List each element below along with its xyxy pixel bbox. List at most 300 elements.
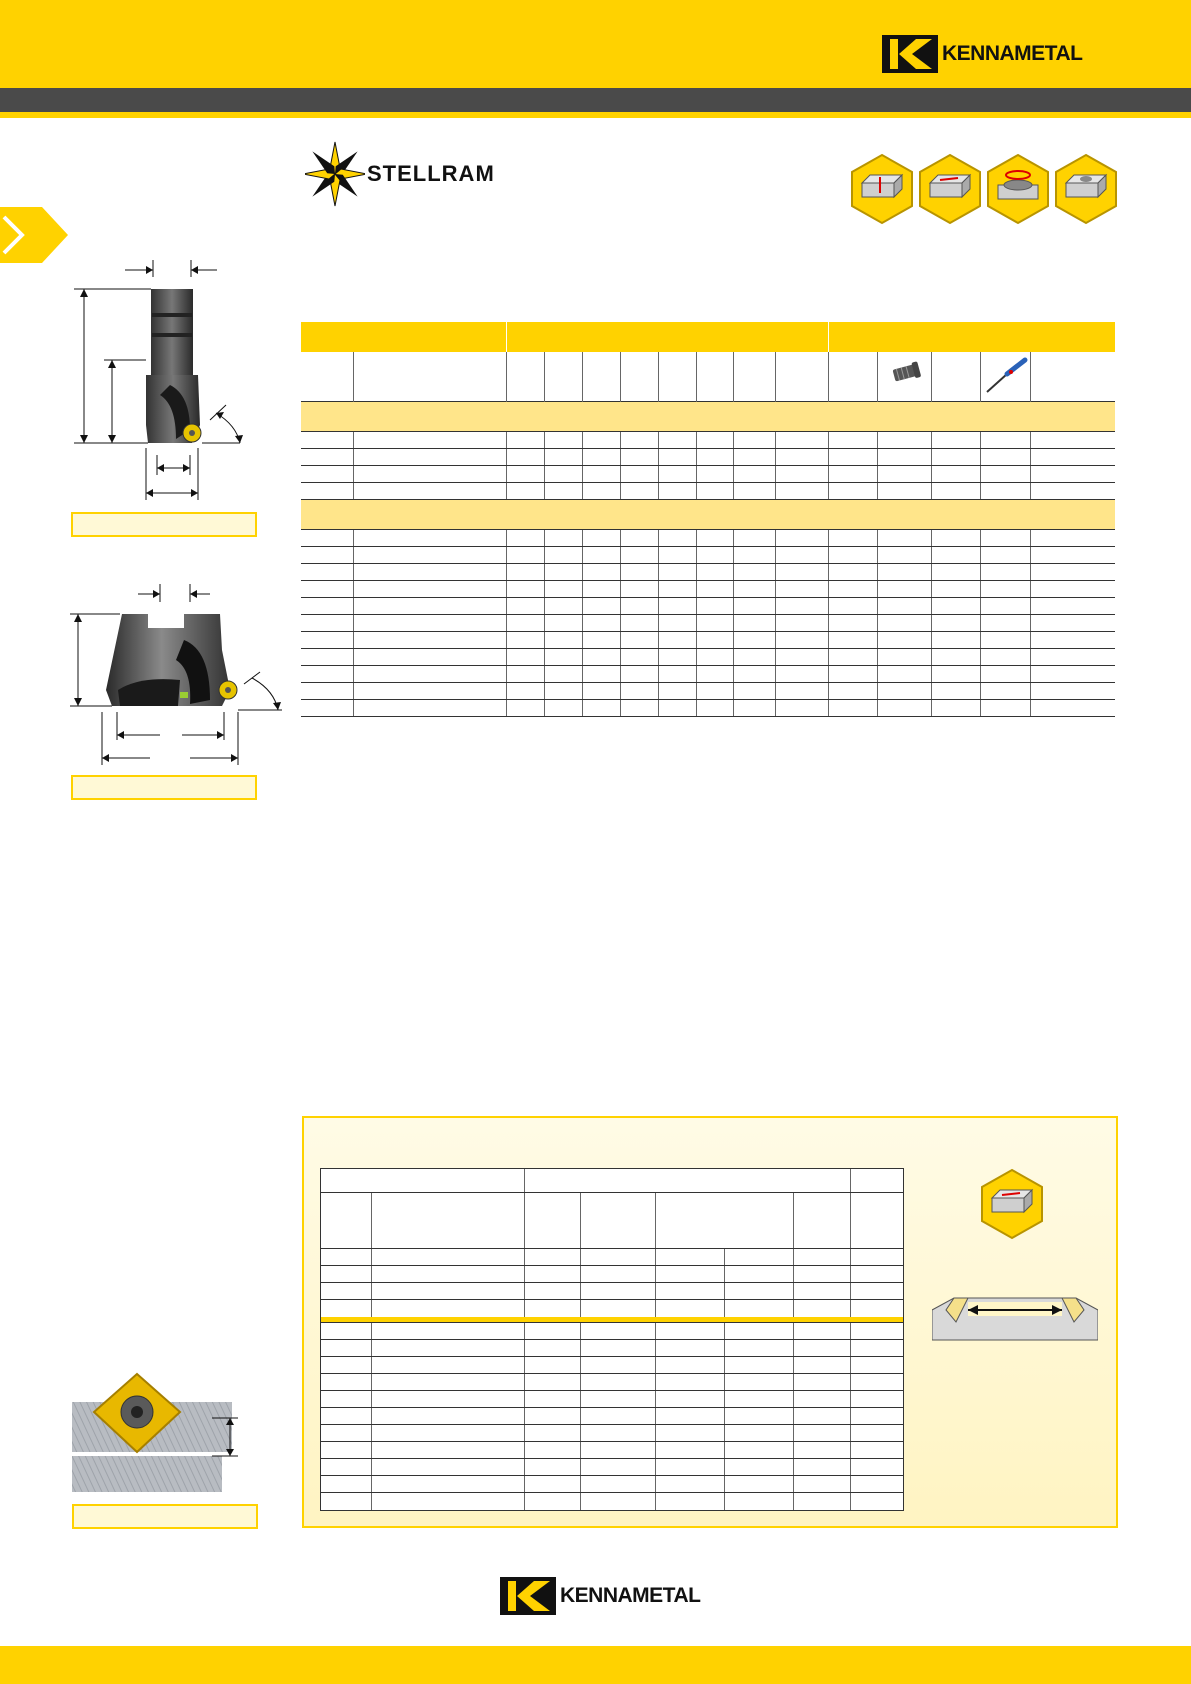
table-cell (301, 530, 354, 546)
table-cell (981, 598, 1031, 614)
table-cell (581, 1476, 656, 1492)
table-cell (659, 564, 697, 580)
facemill-dimension-drawing (60, 580, 290, 775)
table-cell (734, 449, 776, 465)
table-cell (656, 1266, 725, 1282)
table-cell (656, 1323, 725, 1339)
table-cell (301, 466, 354, 482)
table-cell (545, 449, 583, 465)
table-row (321, 1425, 903, 1442)
table-cell (583, 649, 621, 665)
table-cell (525, 1323, 581, 1339)
table-cell (354, 615, 507, 631)
endmill-caption-box (71, 512, 257, 537)
table-cell (507, 483, 545, 499)
table-cell (1031, 564, 1115, 580)
subheader-cell (581, 1193, 656, 1248)
header-cell-dimensions (507, 322, 829, 352)
table-cell (734, 466, 776, 482)
table-cell (621, 649, 659, 665)
insert-engagement-photo (72, 1372, 252, 1499)
table-cell (725, 1249, 795, 1265)
table-cell (981, 432, 1031, 448)
kennametal-wordmark: KENNAMETAL (942, 42, 1083, 65)
table-cell (829, 449, 878, 465)
table-cell (301, 649, 354, 665)
table-cell (878, 483, 932, 499)
table-cell (621, 432, 659, 448)
table-cell (372, 1408, 525, 1424)
table-cell (829, 581, 878, 597)
table-cell (525, 1391, 581, 1407)
table-cell (776, 598, 829, 614)
table-cell (725, 1459, 795, 1475)
table-cell (851, 1283, 903, 1299)
table-cell (545, 649, 583, 665)
table-cell (507, 666, 545, 682)
header-cell-spare-parts (829, 322, 1115, 352)
table-cell (321, 1323, 372, 1339)
header-cell (321, 1169, 525, 1192)
table-cell (656, 1283, 725, 1299)
table-cell (829, 466, 878, 482)
table-cell (581, 1459, 656, 1475)
table-cell (372, 1459, 525, 1475)
table-row (301, 432, 1115, 449)
table-cell (656, 1249, 725, 1265)
table-cell (301, 632, 354, 648)
table-cell (851, 1249, 903, 1265)
table-cell (321, 1249, 372, 1265)
table-cell (321, 1357, 372, 1373)
table-cell (981, 449, 1031, 465)
table-cell (525, 1425, 581, 1441)
table-cell (525, 1357, 581, 1373)
table-cell (525, 1249, 581, 1265)
table-cell (301, 700, 354, 716)
table-cell (1031, 683, 1115, 699)
table-cell (354, 598, 507, 614)
table-cell (725, 1408, 795, 1424)
table-cell (507, 449, 545, 465)
table-cell (581, 1249, 656, 1265)
table-group-row (301, 402, 1115, 432)
table-cell (932, 632, 981, 648)
table-cell (581, 1425, 656, 1441)
table-cell (794, 1476, 851, 1492)
table-cell (829, 564, 878, 580)
table-cell (878, 432, 932, 448)
table-cell (829, 598, 878, 614)
table-cell (372, 1283, 525, 1299)
table-cell (659, 683, 697, 699)
table-cell (776, 449, 829, 465)
table-group-body (301, 530, 1115, 717)
table-cell (321, 1476, 372, 1492)
insert-table-subheader-row (321, 1193, 903, 1249)
table-row (301, 632, 1115, 649)
header-thin-stripe (0, 112, 1191, 118)
table-cell (321, 1340, 372, 1356)
header-dark-stripe (0, 88, 1191, 112)
table-cell (659, 483, 697, 499)
table-cell (794, 1249, 851, 1265)
table-cell (545, 700, 583, 716)
table-cell (301, 598, 354, 614)
table-cell (1031, 632, 1115, 648)
table-cell (734, 632, 776, 648)
table-row (321, 1459, 903, 1476)
table-cell (507, 649, 545, 665)
table-cell (581, 1340, 656, 1356)
table-row (321, 1323, 903, 1340)
subheader-cell (656, 1193, 795, 1248)
table-cell (656, 1493, 725, 1510)
table-cell (697, 466, 734, 482)
subheader-cell (354, 352, 507, 402)
table-cell (829, 700, 878, 716)
table-row (321, 1357, 903, 1374)
table-cell (829, 432, 878, 448)
table-cell (697, 683, 734, 699)
table-cell (851, 1266, 903, 1282)
table-cell (776, 700, 829, 716)
table-cell (794, 1340, 851, 1356)
table-cell (507, 700, 545, 716)
stellram-logo (305, 140, 495, 208)
table-cell (697, 432, 734, 448)
facemill-caption-box (71, 775, 257, 800)
table-cell (581, 1442, 656, 1458)
table-row (321, 1476, 903, 1493)
table-cell (794, 1425, 851, 1441)
table-cell (354, 700, 507, 716)
table-cell (301, 449, 354, 465)
table-cell (981, 547, 1031, 563)
table-cell (932, 649, 981, 665)
subheader-cell (372, 1193, 525, 1248)
table-cell (1031, 581, 1115, 597)
table-cell (932, 530, 981, 546)
table-cell (372, 1493, 525, 1510)
table-cell (656, 1357, 725, 1373)
table-cell (583, 615, 621, 631)
table-cell (734, 615, 776, 631)
table-cell (583, 598, 621, 614)
table-cell (581, 1266, 656, 1282)
table-row (321, 1283, 903, 1300)
table-cell (581, 1323, 656, 1339)
table-cell (851, 1493, 903, 1510)
table-row (301, 530, 1115, 547)
table-cell (794, 1374, 851, 1390)
table-cell (621, 581, 659, 597)
table-cell (981, 581, 1031, 597)
table-cell (656, 1391, 725, 1407)
table-cell (851, 1323, 903, 1339)
table-row (301, 649, 1115, 666)
table-cell (583, 564, 621, 580)
table-cell (583, 530, 621, 546)
table-cell (581, 1493, 656, 1510)
table-cell (581, 1357, 656, 1373)
table-cell (1031, 483, 1115, 499)
table-cell (507, 432, 545, 448)
table-cell (583, 547, 621, 563)
table-row (301, 547, 1115, 564)
table-header-row (301, 322, 1115, 352)
table-cell (583, 683, 621, 699)
table-cell (525, 1408, 581, 1424)
table-cell (621, 483, 659, 499)
table-cell (659, 700, 697, 716)
table-cell (354, 683, 507, 699)
table-cell (583, 666, 621, 682)
table-cell (851, 1391, 903, 1407)
table-cell (507, 547, 545, 563)
table-cell (829, 649, 878, 665)
table-cell (878, 564, 932, 580)
header-cell (851, 1169, 903, 1192)
table-cell (932, 483, 981, 499)
table-cell (354, 581, 507, 597)
subheader-cell (621, 352, 659, 402)
table-cell (878, 449, 932, 465)
table-cell (525, 1266, 581, 1282)
table-cell (725, 1300, 795, 1317)
table-cell (878, 547, 932, 563)
insert-screw-cell (878, 352, 932, 402)
table-cell (932, 432, 981, 448)
table-cell (794, 1283, 851, 1299)
table-cell (301, 483, 354, 499)
table-cell (525, 1459, 581, 1475)
table-cell (776, 432, 829, 448)
table-cell (354, 466, 507, 482)
table-cell (734, 581, 776, 597)
table-cell (878, 700, 932, 716)
table-cell (507, 466, 545, 482)
table-cell (776, 530, 829, 546)
kennametal-k-icon (500, 1577, 556, 1615)
table-cell (829, 483, 878, 499)
table-cell (659, 581, 697, 597)
table-cell (545, 632, 583, 648)
table-cell (507, 581, 545, 597)
stellram-star-icon (305, 140, 365, 208)
table-cell (545, 530, 583, 546)
insert-table-body (321, 1249, 903, 1317)
table-cell (583, 466, 621, 482)
shoulder-milling-icon (850, 153, 914, 225)
table-cell (697, 530, 734, 546)
table-cell (545, 598, 583, 614)
table-cell (981, 632, 1031, 648)
table-cell (372, 1425, 525, 1441)
footer-band (0, 1646, 1191, 1684)
table-cell (659, 449, 697, 465)
table-row (321, 1442, 903, 1459)
table-cell (545, 666, 583, 682)
table-group-row (301, 500, 1115, 530)
table-cell (581, 1391, 656, 1407)
table-cell (321, 1442, 372, 1458)
table-cell (794, 1408, 851, 1424)
table-row (321, 1266, 903, 1283)
table-cell (1031, 530, 1115, 546)
table-cell (734, 530, 776, 546)
table-cell (725, 1374, 795, 1390)
table-cell (583, 581, 621, 597)
subheader-cell (697, 352, 734, 402)
kennametal-logo-top[interactable] (882, 35, 1082, 73)
table-cell (1031, 432, 1115, 448)
table-cell (507, 530, 545, 546)
table-cell (794, 1391, 851, 1407)
table-cell (981, 666, 1031, 682)
table-cell (725, 1340, 795, 1356)
slotting-icon (980, 1168, 1044, 1240)
table-cell (621, 615, 659, 631)
table-cell (581, 1283, 656, 1299)
table-cell (932, 466, 981, 482)
table-cell (321, 1425, 372, 1441)
table-cell (697, 700, 734, 716)
subheader-cell (734, 352, 776, 402)
table-cell (581, 1374, 656, 1390)
insert-caption-box (72, 1504, 258, 1529)
table-cell (656, 1459, 725, 1475)
table-cell (725, 1425, 795, 1441)
subheader-cell (545, 352, 583, 402)
table-cell (734, 683, 776, 699)
table-cell (697, 598, 734, 614)
table-cell (659, 666, 697, 682)
table-cell (776, 581, 829, 597)
table-cell (776, 649, 829, 665)
table-cell (354, 449, 507, 465)
insert-table-body (321, 1323, 903, 1510)
torx-driver-icon (981, 352, 1031, 400)
table-row (301, 683, 1115, 700)
table-cell (321, 1266, 372, 1282)
table-cell (507, 615, 545, 631)
table-cell (734, 547, 776, 563)
table-cell (621, 666, 659, 682)
table-cell (354, 547, 507, 563)
table-cell (725, 1493, 795, 1510)
table-cell (659, 432, 697, 448)
table-cell (981, 483, 1031, 499)
table-cell (545, 615, 583, 631)
table-cell (659, 466, 697, 482)
subheader-cell (321, 1193, 372, 1248)
table-cell (981, 615, 1031, 631)
table-cell (932, 581, 981, 597)
stellram-wordmark: STELLRAM (367, 161, 495, 186)
table-cell (734, 598, 776, 614)
table-cell (507, 683, 545, 699)
table-cell (656, 1300, 725, 1317)
slot-width-diagram (932, 1290, 1098, 1350)
table-cell (697, 483, 734, 499)
table-cell (776, 632, 829, 648)
table-cell (776, 615, 829, 631)
table-cell (372, 1357, 525, 1373)
kennametal-logo-bottom[interactable] (500, 1577, 700, 1615)
table-cell (734, 564, 776, 580)
table-cell (1031, 615, 1115, 631)
table-cell (354, 649, 507, 665)
table-row (301, 449, 1115, 466)
table-cell (354, 432, 507, 448)
table-cell (734, 649, 776, 665)
table-cell (851, 1459, 903, 1475)
table-cell (545, 581, 583, 597)
table-row (321, 1374, 903, 1391)
table-cell (725, 1357, 795, 1373)
table-cell (321, 1391, 372, 1407)
table-row (321, 1408, 903, 1425)
table-cell (507, 598, 545, 614)
table-cell (659, 547, 697, 563)
table-cell (829, 547, 878, 563)
table-row (301, 666, 1115, 683)
table-cell (851, 1357, 903, 1373)
table-cell (301, 581, 354, 597)
table-cell (878, 683, 932, 699)
table-group-body (301, 432, 1115, 500)
table-cell (621, 547, 659, 563)
table-cell (583, 483, 621, 499)
table-cell (981, 564, 1031, 580)
table-cell (981, 683, 1031, 699)
table-cell (1031, 598, 1115, 614)
tool-selection-table (301, 322, 1115, 717)
table-cell (932, 615, 981, 631)
table-cell (581, 1300, 656, 1317)
table-row (301, 483, 1115, 500)
table-cell (321, 1283, 372, 1299)
insert-screw-icon (878, 352, 932, 400)
table-cell (878, 649, 932, 665)
table-cell (794, 1442, 851, 1458)
insert-selection-panel (302, 1116, 1118, 1528)
table-cell (794, 1266, 851, 1282)
table-cell (776, 547, 829, 563)
table-cell (354, 530, 507, 546)
table-cell (354, 632, 507, 648)
table-cell (725, 1323, 795, 1339)
table-cell (525, 1283, 581, 1299)
table-cell (525, 1493, 581, 1510)
kennametal-wordmark: KENNAMETAL (560, 1584, 701, 1607)
table-cell (659, 615, 697, 631)
table-row (301, 581, 1115, 598)
table-row (321, 1249, 903, 1266)
table-cell (301, 432, 354, 448)
table-cell (583, 632, 621, 648)
table-cell (981, 700, 1031, 716)
table-cell (545, 432, 583, 448)
table-row (321, 1300, 903, 1317)
table-cell (659, 530, 697, 546)
table-cell (656, 1476, 725, 1492)
table-cell (621, 683, 659, 699)
table-cell (525, 1340, 581, 1356)
table-row (321, 1493, 903, 1510)
table-cell (697, 449, 734, 465)
